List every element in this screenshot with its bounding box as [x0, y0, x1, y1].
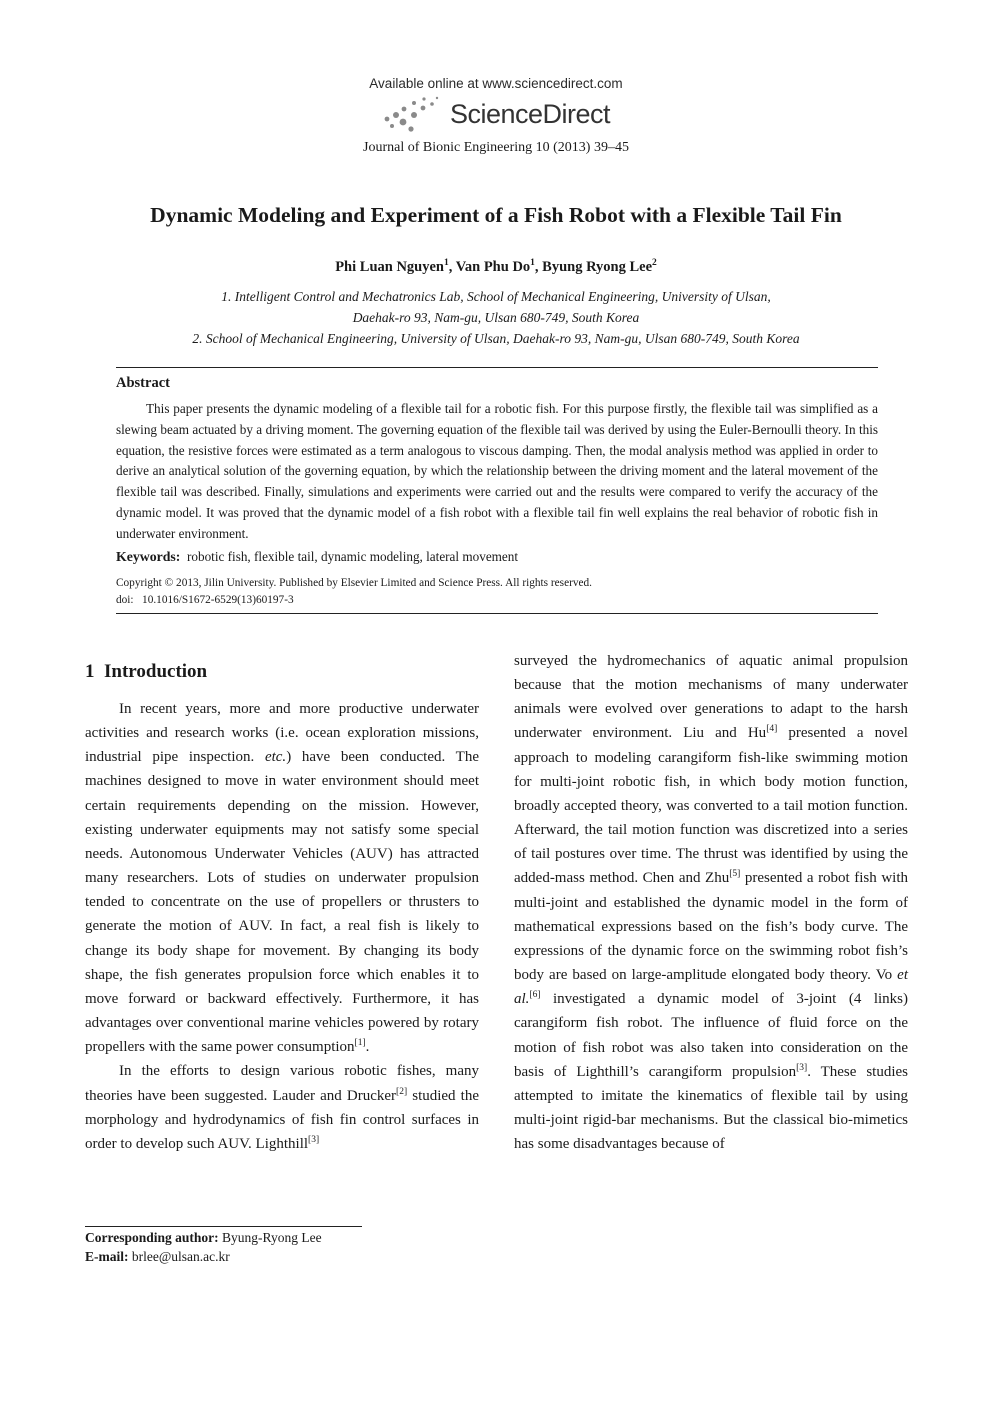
doi-text: doi: 10.1016/S1672-6529(13)60197-3 [116, 593, 294, 606]
abstract-bottom-rule [116, 613, 878, 614]
sciencedirect-logo [0, 94, 992, 134]
email-link[interactable]: brlee@ulsan.ac.kr [128, 1248, 230, 1264]
affiliation-marker: 2 [652, 258, 657, 268]
footnote-rule [85, 1226, 362, 1227]
affiliation-1a [0, 286, 992, 307]
left-column [85, 697, 479, 1156]
right-column [514, 649, 908, 1156]
citation-ref[interactable]: [5] [729, 869, 741, 880]
author-name: Byung Ryong Lee [542, 258, 653, 275]
sciencedirect-dots-icon [382, 95, 444, 133]
abstract-text: This paper presents the dynamic modeling of a flexible tail for a robotic fish. For this purpose firstly, the flexible tail was simplified as a slewing beam actuated by a driving moment. The governing equation of the flexible tail was derived by using the Euler-Bernoulli theory. In this equation, the resistive forces were estimated as a term analogous to viscous damping. Then, the modal analysis method was applied in order to derive an analytical solution of the governing equation, by which the relationship between the driving moment and the lateral movement of the flexible tail was described. Finally, simulations and experiments were carried out and the results were compared to verify the accuracy of the dynamic model. It was proved that the dynamic model of a fish robot with a flexible tail fin well explains the real behavior of robotic fish in underwater environment. [116, 401, 878, 541]
sciencedirect-wordmark: ScienceDirect [449, 98, 611, 129]
citation-ref[interactable]: [3] [308, 1134, 320, 1145]
author-name: Van Phu Do [455, 258, 531, 275]
citation-ref[interactable]: [4] [766, 724, 778, 735]
keywords-label: Keywords: [116, 549, 181, 564]
author-list: Phi Luan Nguyen$^1$, Van Phu Do$^1$, Byung Ryong Lee$^2$ [335, 258, 657, 275]
copyright-block [116, 575, 592, 608]
affiliation-text: 1. Intelligent Control and Mechatronics Lab, School of Mechanical Engineering, University of Ulsan, [221, 289, 771, 304]
section-heading: 1 Introduction [85, 661, 208, 682]
paragraph: In recent years, more and more productive underwater activities and research works (i.e. ocean exploration missions, industrial pipe inspection. etc.) have been conducted. The machines designed to move in water environment should meet certain requirements depending on the mission. However, existing underwater equipments may not satisfy some special needs. Autonomous Underwater Vehicles (AUV) has attracted many researchers. Lots of studies on underwater propulsion tended to concentrate on the use of propellers or thrusters to generate the motion of AUV. In fact, a real fish is likely to change its body shape for movement. By changing its body shape, the fish generates propulsion force which enables it to move forward or backward effectively. Furthermore, it has advantages over conventional marine vehicles powered by rotary propellers with the same power consumption[1]. [85, 701, 479, 1056]
citation-ref[interactable]: [2] [396, 1086, 408, 1097]
author-label: Corresponding author: [85, 1230, 219, 1245]
author-name: Phi Luan Nguyen [335, 258, 444, 275]
affiliation-2 [0, 328, 992, 349]
affiliation-marker: 1 [444, 258, 449, 268]
author-name: Byung-Ryong Lee [218, 1230, 322, 1245]
affiliation-text: Daehak-ro 93, Nam-gu, Ulsan 680-749, South Korea [352, 310, 640, 325]
paragraph: In the efforts to design various robotic fishes, many theories have been suggested. Lauder and Drucker[2] studied the morphology and hydrodynamics of fish fin control surfaces in order to develop such AUV. Lighthill[3] [85, 1063, 480, 1152]
abstract-top-rule [116, 367, 878, 368]
citation-ref[interactable]: [6] [529, 990, 541, 1001]
affiliation-text: 2. School of Mechanical Engineering, University of Ulsan, Daehak-ro 93, Nam-gu, Ulsan 680-749, South Korea [192, 331, 800, 346]
affiliation-1b [0, 307, 992, 328]
citation-ref[interactable]: [3] [796, 1062, 808, 1073]
journal-citation: Journal of Bionic Engineering 10 (2013) 39–45 [363, 140, 629, 155]
affiliation-marker: 1 [530, 258, 535, 268]
copyright-text: Copyright © 2013, Jilin University. Published by Elsevier Limited and Science Press. All rights reserved. [116, 577, 592, 589]
corresponding-author-footnote [85, 1229, 322, 1266]
journal-header [0, 76, 992, 156]
citation-ref[interactable]: [1] [354, 1038, 366, 1049]
keywords-value: robotic fish, flexible tail, dynamic modeling, lateral movement [186, 549, 519, 564]
keywords-line [116, 549, 518, 565]
paragraph: surveyed the hydromechanics of aquatic animal propulsion because that the motion mechanisms of many underwater animals were evolved over generations to adapt to the harsh underwater environment. Liu and Hu[4] presented a novel approach to modeling carangiform fish-like swimming motion for multi-joint robotic fish, in which body motion function, broadly accepted theory, was converted to a tail motion function. Afterward, the tail motion function was discretized into a series of tail postures over time. The thrust was identified by using the added-mass method. Chen and Zhu[5] presented a robot fish with multi-joint and established the dynamic model in the form of mathematical expressions based on the fish’s body curve. The expressions of the dynamic force on the swimming robot fish’s body are based on large-amplitude elongated body theory. Vo et al.[6] investigated a dynamic model of 3-joint (4 links) carangiform fish robot. The influence of fluid force on the motion of fish robot was also taken into consideration on the basis of Lighthill’s carangiform propulsion[3]. These studies attempted to imitate the kinematics of flexible tail by using multi-joint rigid-bar mechanisms. But the classical bio-mimetics has some disadvantages because of [514, 653, 908, 1153]
abstract-heading: Abstract [116, 375, 170, 391]
email-label: E-mail: [85, 1248, 129, 1264]
paper-title: Dynamic Modeling and Experiment of a Fish Robot with a Flexible Tail Fin [150, 203, 842, 227]
available-online-text: Available online at www.sciencedirect.com [369, 76, 623, 91]
